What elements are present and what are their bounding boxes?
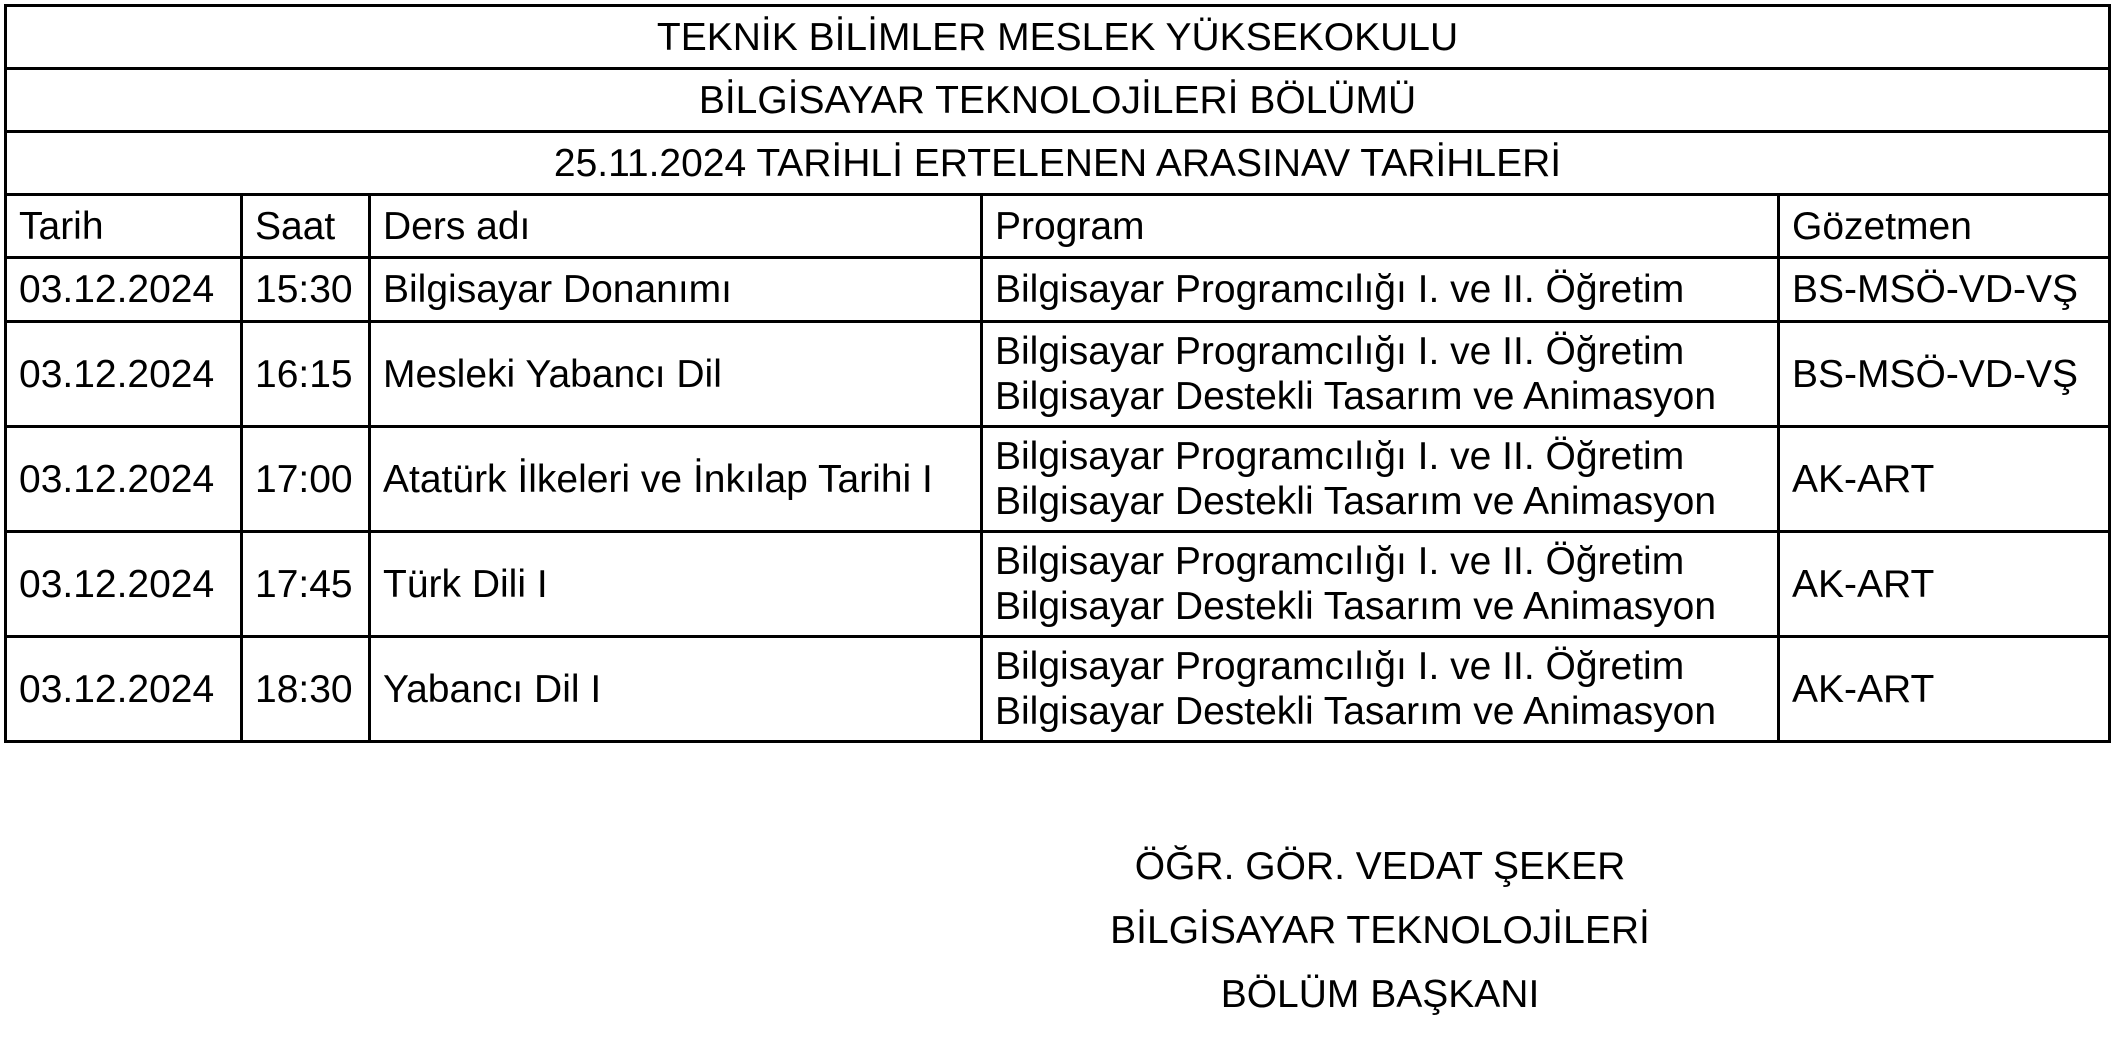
program-line: Bilgisayar Destekli Tasarım ve Animasyon <box>995 690 1717 733</box>
proctor-cell: AK-ART <box>1779 637 2110 742</box>
date-cell: 03.12.2024 <box>6 427 242 532</box>
program-cell <box>982 532 1779 637</box>
schedule-sheet <box>4 4 2111 743</box>
table-row <box>6 427 2110 532</box>
signatory-department: BİLGİSAYAR TEKNOLOJİLERİ <box>1110 909 1650 952</box>
schedule-title: 25.11.2024 TARİHLİ ERTELENEN ARASINAV TARİHLERİ <box>6 132 2110 195</box>
title-row <box>6 132 2110 195</box>
table-row <box>6 637 2110 742</box>
exam-schedule-table <box>4 4 2111 743</box>
time-cell: 17:00 <box>242 427 370 532</box>
course-cell: Yabancı Dil I <box>370 637 982 742</box>
course-cell: Mesleki Yabancı Dil <box>370 322 982 427</box>
program-line: Bilgisayar Programcılığı I. ve II. Öğretim <box>995 540 1685 583</box>
program-line: Bilgisayar Programcılığı I. ve II. Öğretim <box>995 435 1685 478</box>
time-cell: 16:15 <box>242 322 370 427</box>
proctor-cell: BS-MSÖ-VD-VŞ <box>1779 258 2110 322</box>
program-cell <box>982 637 1779 742</box>
course-cell: Türk Dili I <box>370 532 982 637</box>
time-cell: 17:45 <box>242 532 370 637</box>
department-title: BİLGİSAYAR TEKNOLOJİLERİ BÖLÜMÜ <box>6 69 2110 132</box>
program-line: Bilgisayar Destekli Tasarım ve Animasyon <box>995 480 1717 523</box>
column-header-tarih: Tarih <box>6 195 242 258</box>
title-row <box>6 69 2110 132</box>
table-row <box>6 258 2110 322</box>
signatory-title: BÖLÜM BAŞKANI <box>1220 973 1540 1016</box>
date-cell: 03.12.2024 <box>6 532 242 637</box>
program-cell <box>982 427 1779 532</box>
program-line: Bilgisayar Destekli Tasarım ve Animasyon <box>995 375 1717 418</box>
time-cell: 18:30 <box>242 637 370 742</box>
program-line: Bilgisayar Destekli Tasarım ve Animasyon <box>995 585 1717 628</box>
time-cell: 15:30 <box>242 258 370 322</box>
title-row <box>6 6 2110 69</box>
program-line: Bilgisayar Programcılığı I. ve II. Öğretim <box>995 268 1685 311</box>
table-row <box>6 532 2110 637</box>
program-cell <box>982 322 1779 427</box>
program-line: Bilgisayar Programcılığı I. ve II. Öğretim <box>995 645 1685 688</box>
course-cell: Bilgisayar Donanımı <box>370 258 982 322</box>
proctor-cell: AK-ART <box>1779 532 2110 637</box>
column-header-program: Program <box>982 195 1779 258</box>
table-row <box>6 322 2110 427</box>
column-header-saat: Saat <box>242 195 370 258</box>
course-cell: Atatürk İlkeleri ve İnkılap Tarihi I <box>370 427 982 532</box>
column-header-gozetmen: Gözetmen <box>1779 195 2110 258</box>
proctor-cell: BS-MSÖ-VD-VŞ <box>1779 322 2110 427</box>
school-title: TEKNİK BİLİMLER MESLEK YÜKSEKOKULU <box>6 6 2110 69</box>
program-cell <box>982 258 1779 322</box>
signatory-name: ÖĞR. GÖR. VEDAT ŞEKER <box>1134 845 1626 888</box>
program-line: Bilgisayar Programcılığı I. ve II. Öğretim <box>995 330 1685 373</box>
signature-block <box>1000 835 1760 1027</box>
date-cell: 03.12.2024 <box>6 258 242 322</box>
proctor-cell: AK-ART <box>1779 427 2110 532</box>
date-cell: 03.12.2024 <box>6 637 242 742</box>
table-header-row <box>6 195 2110 258</box>
date-cell: 03.12.2024 <box>6 322 242 427</box>
column-header-ders-adi: Ders adı <box>370 195 982 258</box>
